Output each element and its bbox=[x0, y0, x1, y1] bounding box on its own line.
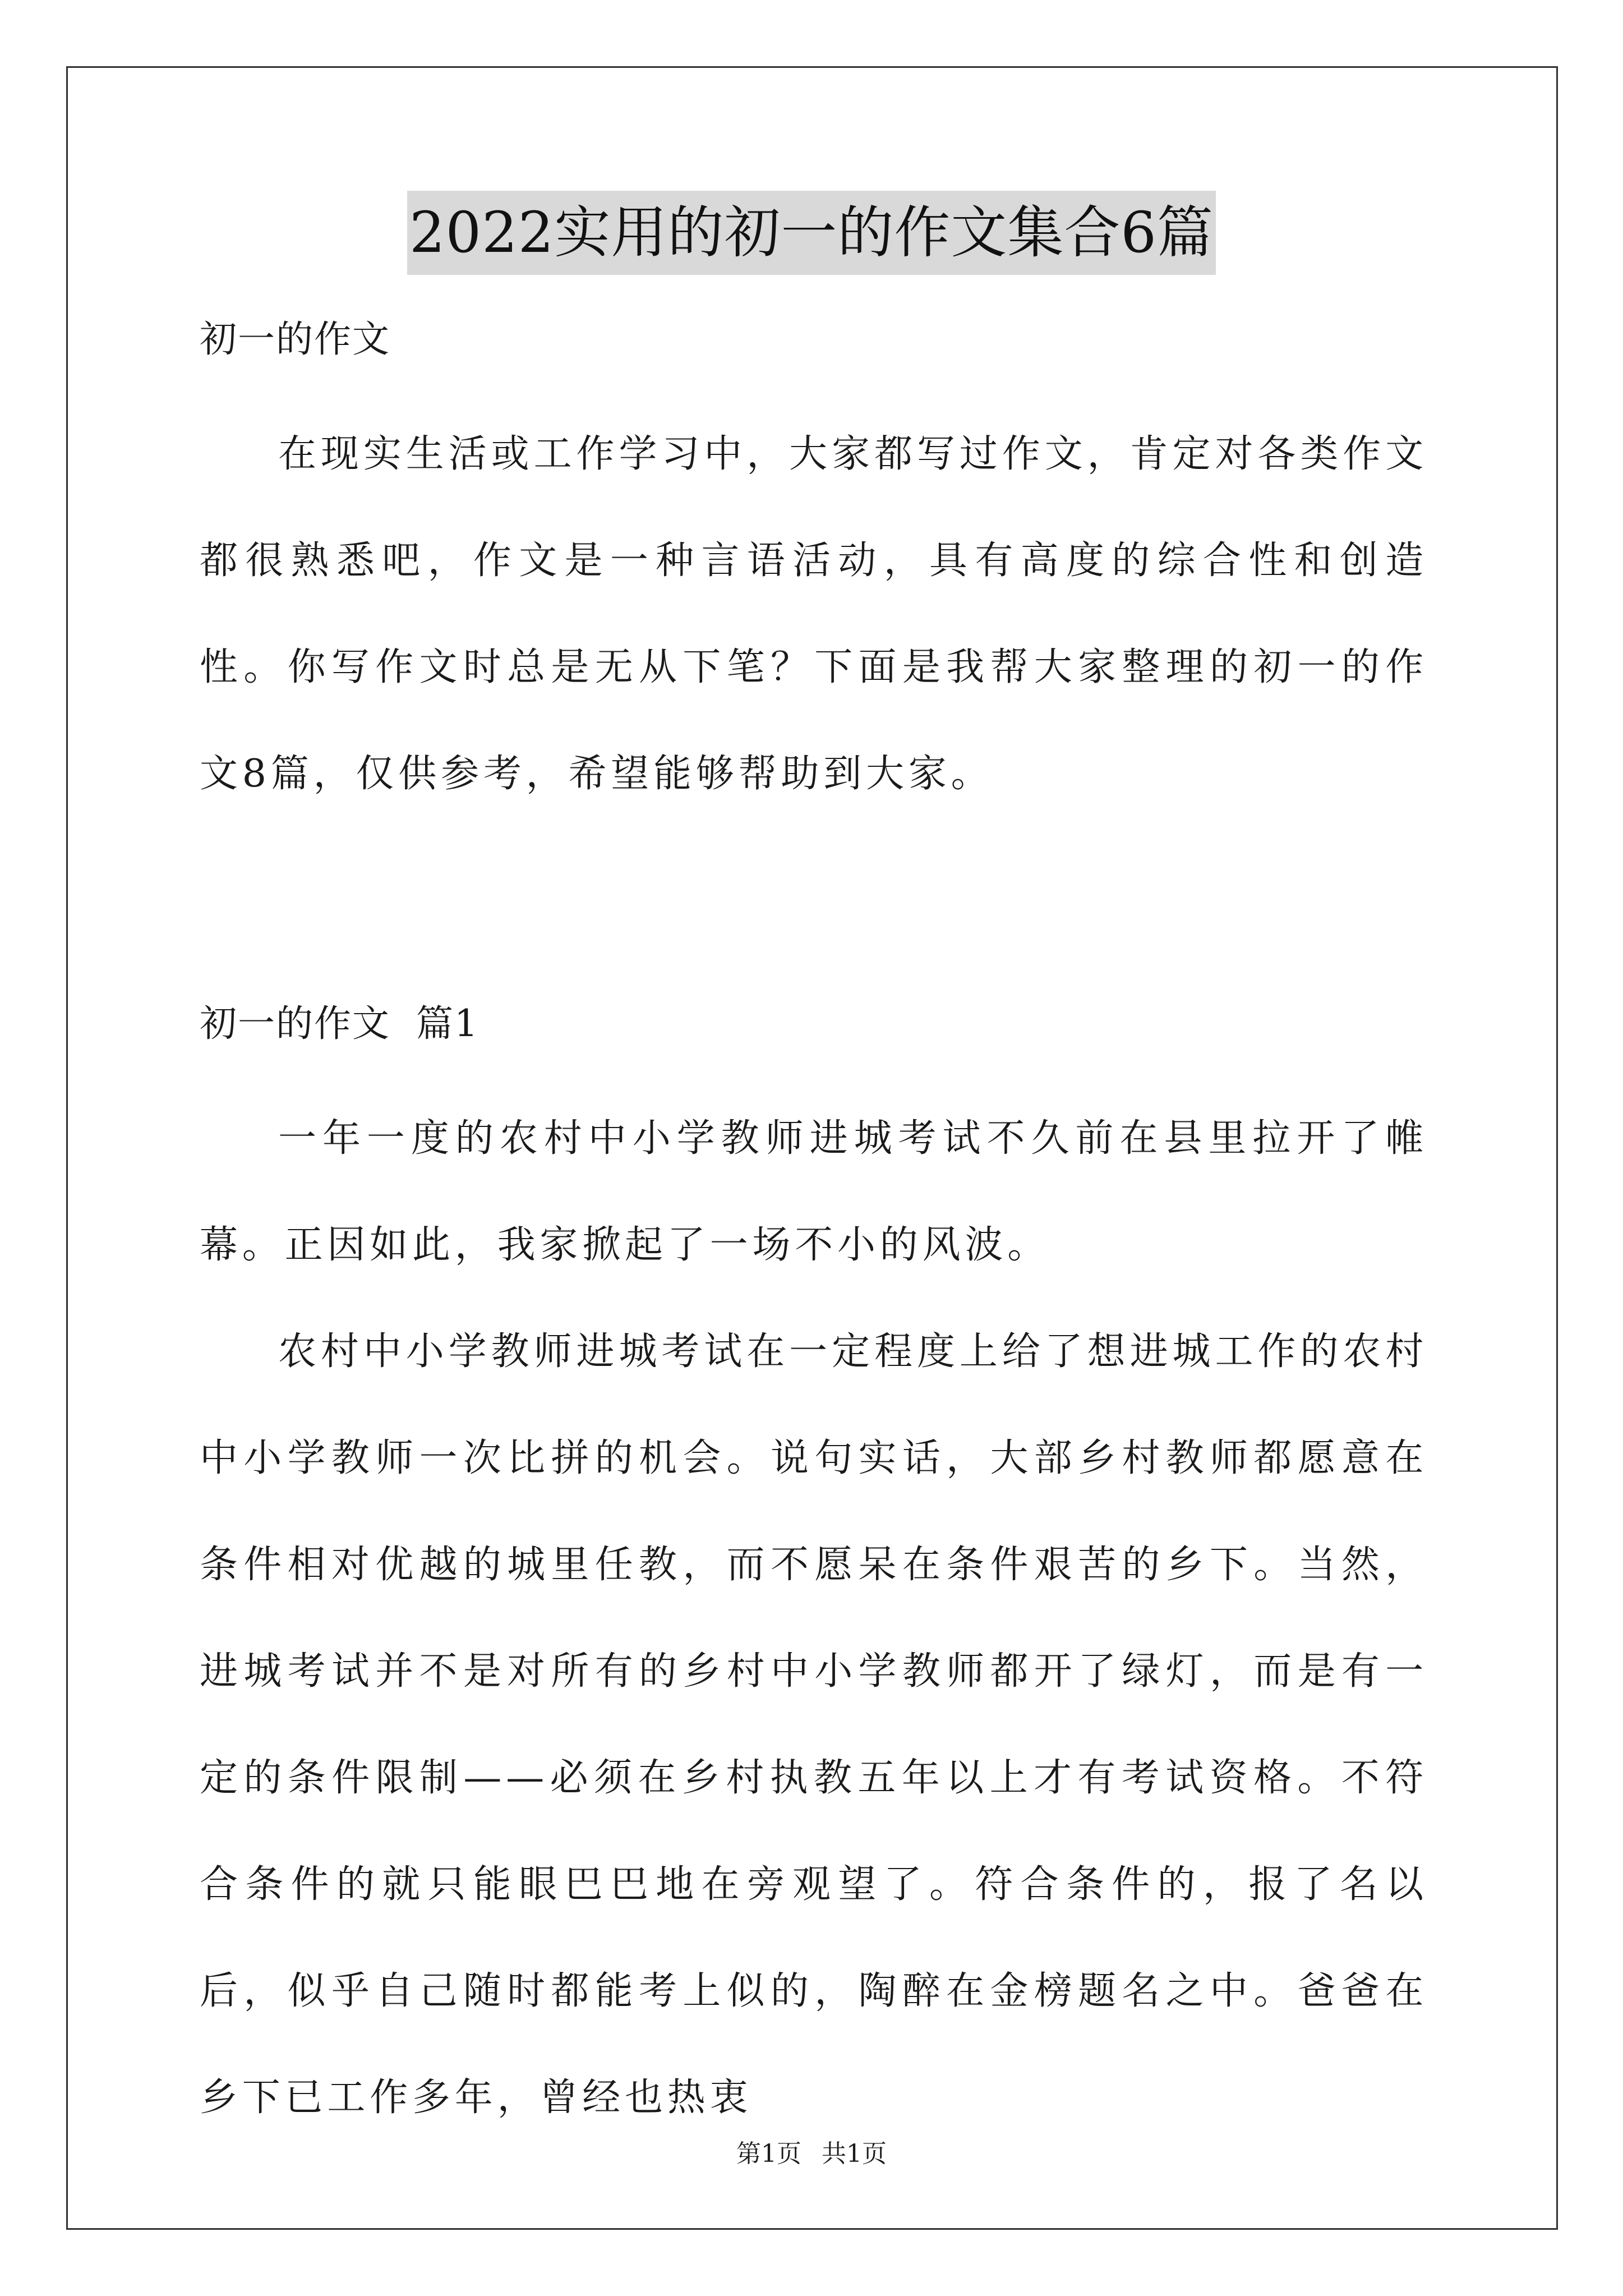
body-paragraph: 农村中小学教师进城考试在一定程度上给了想进城工作的农村中小学教师一次比拼的机会。说句实话，大部乡村教师都愿意在条件相对优越的城里任教，而不愿呆在条件艰苦的乡下。当然，进城考试并不是对所有的乡村中小学教师都开了绿灯，而是有一定的条件限制——必须在乡村执教五年以上才有考试资格。不符合条件的就只能眼巴巴地在旁观望了。符合条件的，报了名以后，似乎自己随时都能考上似的，陶醉在金榜题名之中。爸爸在乡下已工作多年，曾经也热衷 bbox=[200, 1329, 1428, 2120]
body-paragraph: 一年一度的农村中小学教师进城考试不久前在县里拉开了帷幕。正因如此，我家掀起了一场不小的风波。 bbox=[200, 1116, 1428, 1267]
page-number: 第1页 bbox=[736, 2139, 801, 2168]
intro-paragraph: 在现实生活或工作学习中，大家都写过作文，肯定对各类作文都很熟悉吧，作文是一种言语活动，具有高度的综合性和创造性。你写作文时总是无从下笔？下面是我帮大家整理的初一的作文8篇，仅供参考，希望能够帮助到大家。 bbox=[200, 432, 1428, 796]
document-title: 2022实用的初一的作文集合6篇 bbox=[407, 191, 1216, 275]
intro-heading: 初一的作文 bbox=[200, 318, 390, 361]
page-footer bbox=[0, 2137, 1623, 2171]
section-heading: 初一的作文 篇1 bbox=[200, 1002, 479, 1045]
title-container bbox=[0, 191, 1623, 275]
document-body bbox=[200, 311, 1428, 2151]
page-total: 共1页 bbox=[822, 2139, 887, 2168]
